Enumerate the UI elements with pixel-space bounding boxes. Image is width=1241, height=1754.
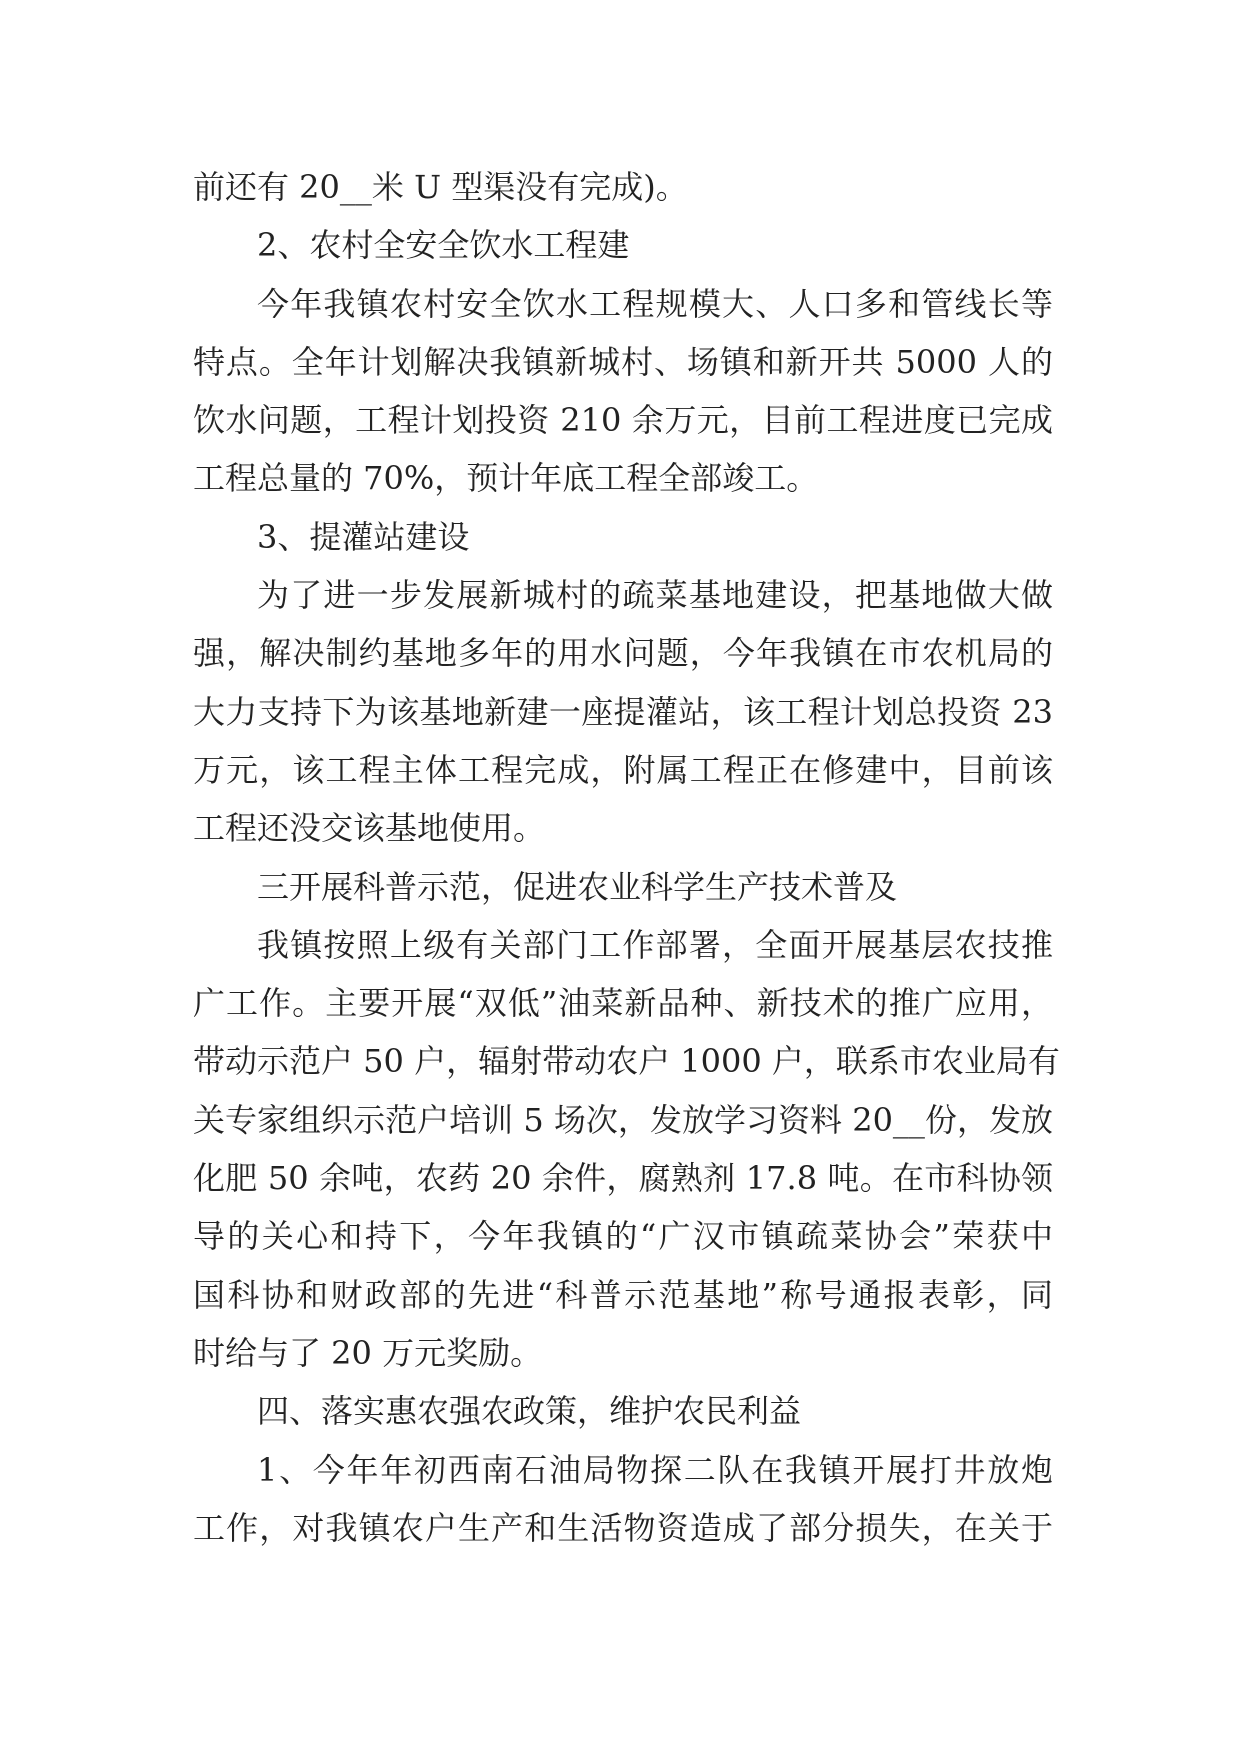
text-line: 导的关心和持下，今年我镇的“广汉市镇疏菜协会”荣获中 <box>193 1217 1053 1256</box>
text-line: 特点。全年计划解决我镇新城村、场镇和新开共 5000 人的 <box>193 342 1053 381</box>
text-line: 工程还没交该基地使用。 <box>193 809 546 848</box>
document-body <box>193 158 1060 1557</box>
text-line: 工程总量的 70%，预计年底工程全部竣工。 <box>193 459 819 498</box>
text-line: 化肥 50 余吨，农药 20 余件，腐熟剂 17.8 吨。在市科协领 <box>193 1159 1053 1198</box>
text-line: 2、农村全安全饮水工程建 <box>257 226 630 265</box>
text-line: 广工作。主要开展“双低”油菜新品种、新技术的推广应用， <box>193 984 1053 1023</box>
text-line: 强，解决制约基地多年的用水问题，今年我镇在市农机局的 <box>193 634 1053 673</box>
text-line: 前还有 20__米 U 型渠没有完成)。 <box>193 168 688 206</box>
text-line: 1、今年年初西南石油局物探二队在我镇开展打井放炮 <box>257 1450 1053 1489</box>
text-line: 今年我镇农村安全饮水工程规模大、人口多和管线长等 <box>257 284 1053 323</box>
text-line: 带动示范户 50 户，辐射带动农户 1000 户，联系市农业局有 <box>193 1042 1060 1081</box>
text-line: 国科协和财政部的先进“科普示范基地”称号通报表彰，同 <box>193 1275 1053 1314</box>
text-line: 万元，该工程主体工程完成，附属工程正在修建中，目前该 <box>193 750 1053 789</box>
text-line: 工作，对我镇农户生产和生活物资造成了部分损失，在关于 <box>193 1508 1053 1547</box>
text-line: 四、落实惠农强农政策，维护农民利益 <box>257 1392 802 1431</box>
text-line: 我镇按照上级有关部门工作部署，全面开展基层农技推 <box>257 925 1053 964</box>
text-line: 关专家组织示范户培训 5 场次，发放学习资料 20__份，发放 <box>193 1100 1053 1139</box>
text-line: 时给与了 20 万元奖励。 <box>193 1333 543 1372</box>
text-line: 为了进一步发展新城村的疏菜基地建设，把基地做大做 <box>257 576 1053 615</box>
text-line: 大力支持下为该基地新建一座提灌站，该工程计划总投资 23 <box>193 692 1053 731</box>
text-line: 三开展科普示范，促进农业科学生产技术普及 <box>257 867 898 906</box>
text-line: 3、提灌站建设 <box>257 517 470 556</box>
text-line: 饮水问题，工程计划投资 210 余万元，目前工程进度已完成 <box>193 401 1053 440</box>
